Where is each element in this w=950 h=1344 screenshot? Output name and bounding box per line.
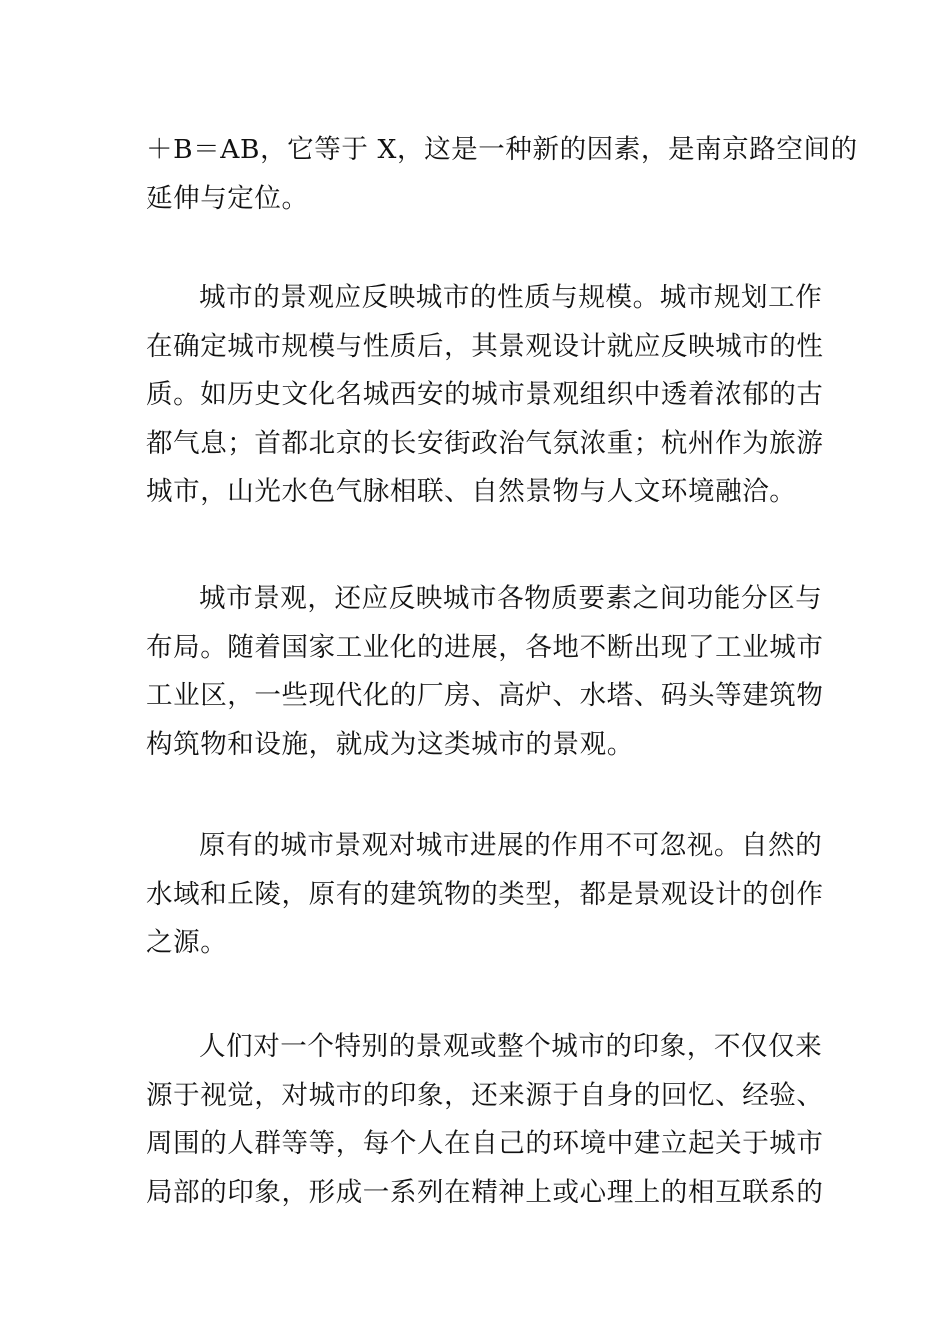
paragraph-line: 延伸与定位。 bbox=[146, 182, 309, 214]
paragraph-line: 之源。 bbox=[146, 927, 228, 958]
paragraph-line: 周围的人群等等，每个人在自己的环境中建立起关于城市 bbox=[146, 1128, 824, 1159]
paragraph-line: 质。如历史文化名城西安的城市景观组织中透着浓郁的古 bbox=[146, 379, 824, 410]
paragraph-continuation bbox=[146, 126, 858, 223]
paragraph-line: 城市的景观应反映城市的性质与规模。城市规划工作 bbox=[199, 282, 823, 313]
paragraph-existing-landscape bbox=[146, 822, 824, 968]
paragraph-line: 城市景观，还应反映城市各物质要素之间功能分区与 bbox=[199, 583, 823, 614]
paragraph-line: 都气息；首都北京的长安街政治气氛浓重；杭州作为旅游 bbox=[146, 427, 824, 459]
paragraph-line: 局部的印象，形成一系列在精神上或心理上的相互联系的 bbox=[146, 1176, 824, 1208]
paragraph-line: ＋B＝AB，它等于 X，这是一种新的因素，是南京路空间的 bbox=[146, 134, 858, 165]
paragraph-line: 人们对一个特别的景观或整个城市的印象，不仅仅来 bbox=[199, 1031, 823, 1062]
paragraph-line: 城市，山光水色气脉相联、自然景物与人文环境融洽。 bbox=[146, 476, 797, 507]
paragraph-line: 水域和丘陵，原有的建筑物的类型，都是景观设计的创作 bbox=[146, 878, 824, 910]
paragraph-city-impression bbox=[146, 1023, 824, 1217]
paragraph-line: 工业区，一些现代化的厂房、高炉、水塔、码头等建筑物 bbox=[146, 680, 824, 711]
paragraph-functional-zones bbox=[146, 575, 824, 769]
paragraph-line: 原有的城市景观对城市进展的作用不可忽视。自然的 bbox=[199, 830, 823, 861]
paragraph-city-character bbox=[146, 274, 824, 517]
paragraph-line: 在确定城市规模与性质后，其景观设计就应反映城市的性 bbox=[146, 330, 824, 362]
paragraph-line: 源于视觉，对城市的印象，还来源于自身的回忆、经验、 bbox=[146, 1079, 824, 1111]
paragraph-line: 构筑物和设施，就成为这类城市的景观。 bbox=[146, 728, 634, 760]
paragraph-line: 布局。随着国家工业化的进展，各地不断出现了工业城市 bbox=[146, 631, 824, 663]
